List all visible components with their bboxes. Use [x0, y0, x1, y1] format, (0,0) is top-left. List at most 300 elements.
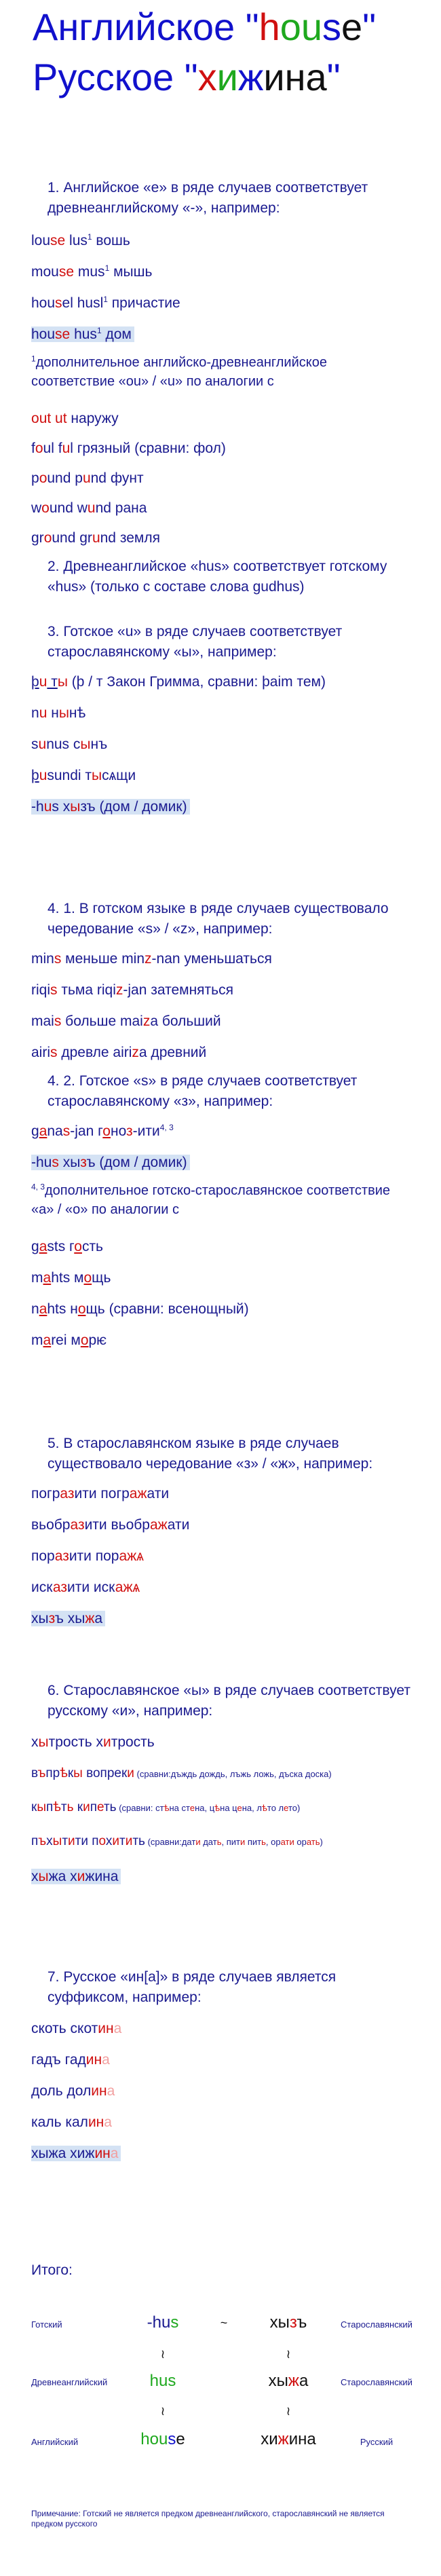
row-note: на, л — [242, 1803, 262, 1813]
example-row — [31, 1153, 190, 1173]
row-text: s х — [52, 799, 71, 815]
row-text: sundi т — [47, 768, 92, 783]
row-text: з — [126, 1123, 133, 1139]
row-text: rei м — [51, 1332, 81, 1348]
footnote-mark: 4, 3 — [159, 1123, 174, 1132]
row-text: нъ — [90, 736, 108, 752]
row-note: то л — [267, 1803, 284, 1813]
row-note: на ст — [169, 1803, 190, 1813]
page-title-line-1 — [33, 5, 376, 49]
row-text: о — [74, 1239, 82, 1254]
row-text: ж — [85, 1611, 95, 1626]
word-part: s — [170, 2313, 179, 2332]
row-note: на, ц — [195, 1803, 215, 1813]
row-text: s — [52, 1155, 59, 1170]
row-text: ы — [38, 1734, 49, 1750]
row-text: а — [94, 1611, 103, 1626]
row-note: на ц — [220, 1803, 237, 1813]
row-text: p — [71, 470, 83, 486]
row-text: х — [31, 1869, 39, 1884]
row-text: древле airi — [57, 1045, 132, 1060]
row-text: ut — [39, 411, 52, 426]
example-row — [31, 1299, 249, 1320]
row-text: пор — [31, 1548, 55, 1564]
row-text: s — [62, 1123, 71, 1139]
example-row — [31, 766, 136, 786]
row-text: z — [115, 982, 123, 998]
row-text: ити иск — [66, 1580, 115, 1595]
row-text: доль дол — [31, 2083, 92, 2099]
row-text: z — [132, 1045, 139, 1060]
row-text: ин — [91, 2083, 107, 2099]
row-text: больше mai — [61, 1013, 143, 1029]
example-row — [31, 409, 119, 429]
row-text: -hu — [31, 1155, 52, 1170]
row-text: хы — [31, 1611, 49, 1626]
label-old-slavonic-1: Старославянский — [341, 2319, 413, 2330]
row-text: т — [60, 1800, 67, 1814]
row-text: дом — [101, 326, 132, 342]
row-text: n — [31, 705, 39, 721]
row-text: l грязный (сравни: фол) — [70, 441, 226, 456]
row-note: и — [239, 1837, 246, 1847]
row-note: ѣ — [214, 1803, 220, 1813]
row-text: з — [48, 1611, 55, 1626]
example-row — [31, 2081, 115, 2102]
row-text: min — [31, 951, 54, 967]
row-text: а — [115, 1580, 123, 1595]
row-text: ть — [132, 1834, 145, 1848]
label-gothic: Готский — [31, 2319, 62, 2330]
row-text: о — [83, 1270, 92, 1286]
example-row — [31, 672, 326, 692]
row-text: но — [110, 1123, 127, 1139]
row-text: жѧ — [123, 1580, 140, 1595]
row-text: ть — [103, 1800, 117, 1814]
row-note: ь — [261, 1837, 266, 1847]
row-text: а — [104, 2114, 112, 2130]
example-row — [31, 1867, 121, 1887]
row-text: u — [87, 500, 96, 516]
footnote-text: дополнительное английско-древнеанглийское соответствие «ou» / «u» по аналогии с — [31, 355, 327, 389]
row-text: а — [102, 2052, 110, 2068]
row-text: ъ — [38, 1834, 47, 1848]
row-text: и — [127, 1766, 134, 1780]
row-text: ж — [137, 1486, 147, 1501]
example-row — [31, 1237, 103, 1257]
example-row — [31, 2019, 121, 2039]
row-text: х — [105, 1834, 113, 1848]
row-text: вьобр — [31, 1517, 71, 1533]
example-row — [31, 703, 85, 724]
row-text: a — [43, 1270, 52, 1286]
row-text: п — [90, 1800, 98, 1814]
row-text: к — [67, 1766, 74, 1780]
row-text: s — [50, 233, 58, 248]
row-text: пр — [45, 1766, 60, 1780]
example-row — [31, 231, 130, 251]
row-text: жина — [85, 1869, 119, 1884]
label-russian: Русский — [360, 2437, 394, 2447]
row-text: тьма riqi — [57, 982, 116, 998]
row-text: s — [50, 1045, 58, 1060]
row-text: n — [31, 1301, 39, 1317]
title-letter: s — [322, 5, 342, 48]
row-text: o — [39, 470, 47, 486]
row-text: o — [35, 441, 43, 456]
row-text: е — [97, 1800, 104, 1814]
row-text: hou — [31, 295, 56, 311]
row-text: ати — [147, 1486, 170, 1501]
row-text: a больший — [150, 1013, 221, 1029]
title-letter: ж — [237, 56, 264, 98]
row-text: щь — [92, 1270, 111, 1286]
row-text: s — [50, 982, 58, 998]
row-text: u — [82, 470, 91, 486]
row-text: u — [39, 705, 47, 721]
row-text: хыжа хиж — [31, 2146, 95, 2161]
row-text: вошь — [92, 233, 130, 248]
row-text: трость — [111, 1734, 155, 1750]
row-text: riqi — [31, 982, 51, 998]
row-text: меньше min — [61, 951, 145, 967]
row-text: и — [68, 1834, 75, 1848]
row-text: a древний — [138, 1045, 207, 1060]
example-row — [31, 2050, 110, 2070]
row-text: вопрек — [82, 1766, 128, 1780]
row-text: ul — [43, 441, 54, 456]
section-5-heading: 5. В старославянском языке в ряде случаев существовало чередование «з» / «ж», например: — [47, 1436, 373, 1472]
row-text: mou — [31, 264, 59, 280]
row-text: а — [54, 1548, 63, 1564]
word-part: -hu — [147, 2313, 171, 2332]
row-text: -jan г — [70, 1123, 103, 1139]
row-text: иск — [31, 1580, 53, 1595]
word-part: з — [289, 2313, 297, 2332]
row-text: ти п — [75, 1834, 99, 1848]
row-text: рѥ — [88, 1332, 107, 1348]
word-old-english: hus — [149, 2372, 176, 2390]
row-text: мышь — [109, 264, 153, 280]
row-text: -jan затемняться — [123, 982, 233, 998]
example-row — [31, 1546, 144, 1567]
row-text: и — [125, 1834, 133, 1848]
row-text: нѣ — [69, 705, 86, 721]
row-text: mus — [74, 264, 105, 280]
row-text: mai — [31, 1013, 54, 1029]
word-part: ж — [277, 2430, 289, 2448]
example-row — [31, 1609, 105, 1629]
row-text: а — [110, 2146, 119, 2161]
row-text: о — [80, 1332, 89, 1348]
section-3-heading: 3. Готское «u» в ряде случаев соответствует старославянскому «ы», например: — [47, 624, 343, 660]
row-text: а — [119, 1548, 128, 1564]
row-text: ѣ — [53, 1800, 61, 1814]
row-text: ити пор — [69, 1548, 119, 1564]
example-row — [31, 1578, 140, 1598]
row-text: причастие — [107, 295, 180, 311]
footnote-mark: 1 — [87, 232, 92, 242]
row-text: з — [60, 1580, 67, 1595]
row-text: s — [31, 736, 39, 752]
example-row — [31, 1831, 323, 1852]
row-text: s — [55, 326, 62, 342]
example-row — [31, 1121, 174, 1142]
row-text: каль кал — [31, 2114, 88, 2130]
row-text: und — [52, 530, 76, 546]
label-old-slavonic-2: Старославянский — [341, 2377, 413, 2387]
row-text: ити вьобр — [84, 1517, 150, 1533]
footnote-mark: 1 — [103, 295, 108, 304]
title-letter: h — [258, 5, 280, 48]
row-note: пит — [245, 1837, 262, 1847]
row-text: ѣ — [60, 1766, 68, 1780]
row-text: ъ — [37, 1766, 46, 1780]
row-text: в — [31, 1766, 38, 1780]
row-text: скоть скот — [31, 2021, 98, 2036]
row-text: m — [31, 1270, 43, 1286]
row-text: ин — [85, 2052, 102, 2068]
row-text: nd фунт — [90, 470, 144, 486]
row-text: t — [62, 411, 67, 426]
example-row — [31, 797, 190, 817]
row-text: a — [39, 1123, 47, 1139]
row-text: g — [31, 1239, 39, 1254]
row-text: þ — [31, 768, 39, 783]
row-note: , пит — [221, 1837, 240, 1847]
label-old-english: Древнеанглийский — [31, 2377, 108, 2387]
footnote-mark: 4, 3 — [31, 1182, 45, 1192]
footnote-mark: 1 — [96, 326, 102, 335]
row-note: дат — [200, 1837, 217, 1847]
row-text: s — [55, 295, 62, 311]
row-note: ѣ — [261, 1803, 267, 1813]
row-text: el — [62, 295, 73, 311]
row-text: т — [62, 1834, 69, 1848]
row-text: а — [60, 1486, 68, 1501]
approx-sign: ≀ — [160, 2404, 166, 2418]
title-letter: o — [280, 5, 301, 48]
title-letter: e — [341, 5, 363, 48]
row-text: m — [31, 1332, 43, 1348]
row-note: и — [195, 1837, 201, 1847]
word-english — [129, 2430, 197, 2449]
row-text: þ — [31, 674, 39, 690]
row-note: ь — [216, 1837, 222, 1847]
row-text: o — [31, 411, 39, 426]
row-text: nd рана — [95, 500, 147, 516]
row-note: то) — [288, 1803, 301, 1813]
word-part: hou — [140, 2430, 168, 2448]
row-note: е — [284, 1803, 288, 1813]
example-row — [31, 468, 144, 489]
row-text: f — [54, 441, 62, 456]
row-text: ин — [98, 2021, 114, 2036]
row-text: -nan уменьшаться — [151, 951, 272, 967]
row-text: lus — [65, 233, 88, 248]
row-text: e — [62, 326, 71, 342]
row-text: а — [107, 2083, 115, 2099]
row-text: ь — [66, 1800, 74, 1814]
row-text: o — [41, 500, 50, 516]
row-text: a — [39, 1239, 47, 1254]
row-text: ж — [157, 1517, 168, 1533]
summary-heading: Итого: — [31, 2262, 73, 2278]
section-4-2-heading: 4. 2. Готское «s» в ряде случаев соответствует старославянскому «з», например: — [47, 1073, 358, 1109]
row-text: а — [113, 2021, 122, 2036]
example-row — [31, 1515, 189, 1535]
row-text: щь (сравни: всенощный) — [85, 1301, 249, 1317]
row-text: гадъ гад — [31, 2052, 86, 2068]
row-text: з — [62, 1548, 69, 1564]
example-row — [31, 438, 226, 459]
row-note: (сравни:дъждь дождь, лъжь ложь, дъска доска) — [134, 1769, 332, 1779]
row-text: -ити — [132, 1123, 160, 1139]
row-text: х — [46, 1834, 53, 1848]
example-row — [31, 1011, 221, 1032]
row-text: ити погр — [74, 1486, 130, 1501]
row-text: о — [102, 1123, 111, 1139]
title-text: Английское " — [33, 5, 259, 48]
example-row — [31, 1043, 206, 1063]
title-letter: х — [197, 56, 217, 98]
row-text: а — [52, 1580, 61, 1595]
row-text: hts м — [51, 1270, 84, 1286]
row-text: u — [55, 411, 63, 426]
row-text: a — [39, 1301, 47, 1317]
row-text: lou — [31, 233, 51, 248]
word-gothic — [129, 2313, 197, 2332]
row-text: о — [77, 1301, 86, 1317]
row-text: u — [38, 736, 47, 752]
word-part: хы — [268, 2372, 288, 2390]
row-text: u — [92, 530, 100, 546]
example-row — [31, 262, 152, 282]
row-text: hts н — [47, 1301, 78, 1317]
row-text: ы — [70, 799, 81, 815]
row-text: ы — [57, 674, 68, 690]
row-text: хы — [58, 1155, 81, 1170]
footnote-mark: 1 — [104, 263, 110, 273]
row-text: hou — [31, 326, 56, 342]
row-text: u — [39, 674, 47, 690]
footnote-1 — [31, 353, 398, 391]
row-text: и — [112, 1834, 120, 1848]
row-text: sts г — [47, 1239, 75, 1254]
row-text: w — [73, 500, 88, 516]
example-row — [31, 980, 233, 1001]
row-text: жѧ — [127, 1548, 144, 1564]
title-text: Русское " — [33, 56, 198, 98]
word-part: ж — [288, 2372, 299, 2390]
row-text: s — [54, 951, 62, 967]
row-text: s — [58, 264, 66, 280]
word-old-slavonic-1 — [254, 2313, 322, 2332]
row-text: и — [77, 1869, 85, 1884]
example-row — [31, 1763, 332, 1785]
row-note: (сравни: ст — [116, 1803, 164, 1813]
row-text: und — [49, 500, 73, 516]
row-text: ъ хы — [54, 1611, 85, 1626]
row-text: a — [43, 1332, 52, 1348]
row-text: погр — [31, 1486, 60, 1501]
row-text: и — [102, 1734, 111, 1750]
row-text: а — [149, 1517, 158, 1533]
row-text: husl — [73, 295, 104, 311]
approx-sign: ≀ — [160, 2347, 166, 2361]
row-text: z — [142, 1013, 151, 1029]
example-row — [31, 949, 272, 969]
row-text: p — [31, 470, 39, 486]
footer-note: Примечание: Готский не является предком древнеанглийского, старославянский не является предком русского — [31, 2509, 385, 2528]
example-row — [31, 1732, 155, 1753]
row-text: ин — [94, 2146, 111, 2161]
row-text: ин — [88, 2114, 104, 2130]
row-note: ор — [294, 1837, 307, 1847]
example-row — [31, 498, 147, 519]
example-row — [31, 1330, 107, 1351]
title-letter: и — [263, 56, 285, 98]
word-part: s — [168, 2430, 176, 2448]
row-text: na — [47, 1123, 63, 1139]
example-row — [31, 1268, 111, 1288]
example-row — [31, 2144, 121, 2164]
example-row — [31, 1484, 169, 1504]
footnote-mark: 1 — [31, 354, 36, 364]
row-text: airi — [31, 1045, 51, 1060]
row-text: з — [80, 1155, 87, 1170]
example-row — [31, 2112, 112, 2133]
title-letter: на — [284, 56, 327, 98]
row-text: u — [62, 441, 71, 456]
section-6-heading: 6. Старославянское «ы» в ряде случаев соответствует русскому «и», например: — [47, 1683, 410, 1719]
row-note: ати — [280, 1837, 294, 1847]
word-old-slavonic-2 — [254, 2372, 322, 2391]
title-text: " — [362, 5, 377, 48]
row-note: , ор — [265, 1837, 281, 1847]
title-letter: и — [216, 56, 238, 98]
row-text: жа х — [48, 1869, 77, 1884]
row-text: ы — [80, 736, 91, 752]
example-row — [31, 324, 134, 345]
row-text: e — [57, 233, 66, 248]
row-text: т — [119, 1834, 126, 1848]
row-text: nd земля — [100, 530, 160, 546]
word-part: хи — [261, 2430, 278, 2448]
row-note: е — [237, 1803, 242, 1813]
row-text: а — [70, 1517, 78, 1533]
row-text: gr — [75, 530, 92, 546]
row-text: nus с — [46, 736, 81, 752]
page-title-line-2 — [33, 56, 341, 99]
title-text: " — [326, 56, 341, 98]
label-english: Английский — [31, 2437, 79, 2447]
row-note: ать — [306, 1837, 320, 1847]
row-text: о — [98, 1834, 106, 1848]
footnote-text: дополнительное готско-старославянское соответствие «а» / «о» по аналогии с — [31, 1183, 390, 1217]
example-row — [31, 528, 160, 548]
row-text: ы — [73, 1766, 83, 1780]
word-part: а — [299, 2372, 309, 2390]
approx-sign: ≀ — [286, 2347, 291, 2361]
row-text: ы — [52, 1834, 62, 1848]
row-text: к — [31, 1800, 37, 1814]
row-text: п — [31, 1834, 39, 1848]
row-text: наружу — [66, 411, 119, 426]
row-text: з — [77, 1517, 85, 1533]
row-text: f — [31, 441, 35, 456]
row-text: ы — [37, 1800, 46, 1814]
